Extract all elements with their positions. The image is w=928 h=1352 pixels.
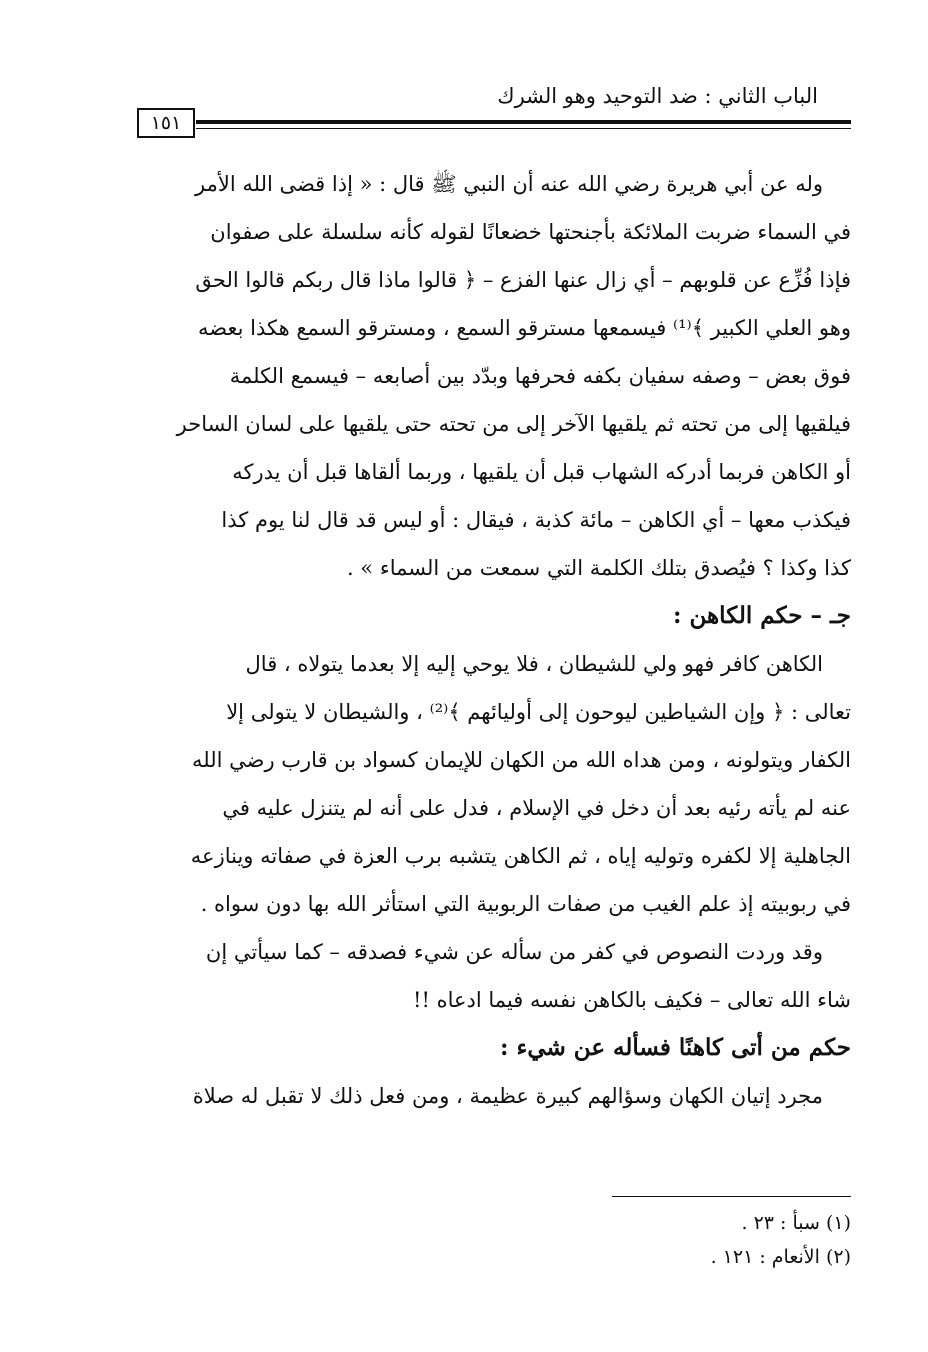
section-heading: حكم من أتى كاهنًا فسأله عن شيء :	[500, 1034, 851, 1061]
text-line: شاء الله تعالى – فكيف بالكاهن نفسه فيما ادعاه !!	[413, 988, 851, 1012]
running-head-title: الباب الثاني : ضد التوحيد وهو الشرك	[497, 84, 818, 108]
text-line: في السماء ضربت الملائكة بأجنحتها خضعانًا لقوله كأنه سلسلة على صفوان	[210, 220, 851, 244]
text-line: أو الكاهن فربما أدركه الشهاب قبل أن يلقيها ، وربما ألقاها قبل أن يدركه	[232, 460, 851, 484]
text-line: تعالى : ﴿ وإن الشياطين ليوحون إلى أوليائهم ﴾⁽²⁾ ، والشيطان لا يتولى إلا	[226, 700, 851, 724]
text-line: فيكذب معها – أي الكاهن – مائة كذبة ، فيقال : أو ليس قد قال لنا يوم كذا	[221, 508, 851, 532]
text-line: كذا وكذا ؟ فيُصدق بتلك الكلمة التي سمعت من السماء » .	[346, 556, 851, 580]
header-rule-thin	[196, 128, 851, 129]
header-rule-thick	[196, 120, 851, 124]
footnote-1: (١) سبأ : ٢٣ .	[741, 1212, 851, 1234]
footnotes	[711, 1206, 851, 1274]
text-line: عنه لم يأته رئيه بعد أن دخل في الإسلام ، فدل على أنه لم يتنزل عليه في	[222, 796, 851, 820]
footnote-divider	[612, 1196, 851, 1197]
text-line: وله عن أبي هريرة رضي الله عنه أن النبي ﷺ قال : « إذا قضى الله الأمر	[195, 172, 823, 196]
footnote-2: (٢) الأنعام : ١٢١ .	[710, 1246, 851, 1268]
text-line: الكفار ويتولونه ، ومن هداه الله من الكهان للإيمان كسواد بن قارب رضي الله	[192, 748, 851, 772]
text-line: مجرد إتيان الكهان وسؤالهم كبيرة عظيمة ، ومن فعل ذلك لا تقبل له صلاة	[192, 1084, 823, 1108]
page-number: ١٥١	[137, 108, 195, 138]
text-line: في ربوبيته إذ علم الغيب من صفات الربوبية التي استأثر الله بها دون سواه .	[200, 892, 851, 916]
main-text	[131, 160, 851, 1120]
text-line: فيلقيها إلى من تحته ثم يلقيها الآخر إلى من تحته حتى يلقيها على لسان الساحر	[176, 412, 851, 436]
text-line: الجاهلية إلا لكفره وتوليه إياه ، ثم الكاهن يتشبه برب العزة في صفاته وينازعه	[190, 844, 851, 868]
text-line: وقد وردت النصوص في كفر من سأله عن شيء فصدقه – كما سيأتي إن	[205, 940, 823, 964]
text-line: فوق بعض – وصفه سفيان بكفه فحرفها وبدّد بين أصابعه – فيسمع الكلمة	[229, 364, 851, 388]
section-heading: جـ – حكم الكاهن :	[673, 602, 851, 629]
text-line: الكاهن كافر فهو ولي للشيطان ، فلا يوحي إليه إلا بعدما يتولاه ، قال	[245, 652, 823, 676]
text-line: فإذا فُزِّع عن قلوبهم – أي زال عنها الفزع – ﴿ قالوا ماذا قال ربكم قالوا الحق	[195, 268, 851, 292]
text-line: وهو العلي الكبير ﴾⁽¹⁾ فيسمعها مسترقو السمع ، ومسترقو السمع هكذا بعضه	[198, 316, 851, 340]
